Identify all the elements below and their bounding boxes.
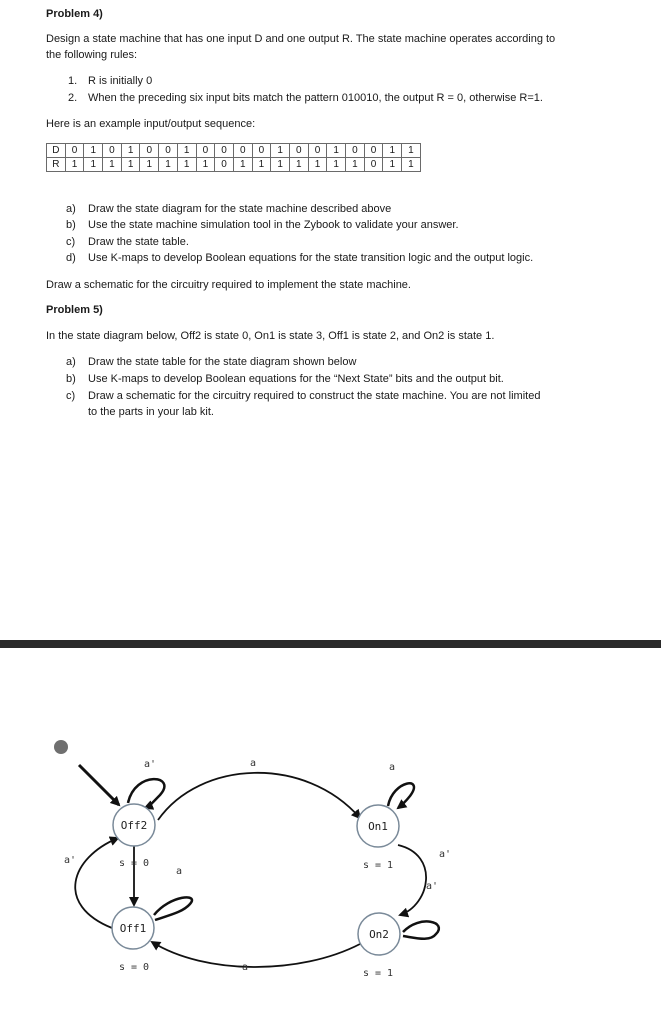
table-cell: 0 [215, 144, 234, 158]
table-cell: 0 [65, 144, 84, 158]
table-cell: 1 [233, 158, 252, 172]
task-text: Draw a schematic for the circuitry required to construct the state machine. You are not limited [88, 390, 541, 402]
table-cell: 1 [159, 158, 178, 172]
table-row-r [47, 158, 421, 172]
output-on2: s = 1 [362, 968, 394, 979]
label-on2-self: a' [425, 881, 439, 892]
task-letter: a) [66, 356, 76, 368]
table-cell: 1 [84, 144, 103, 158]
transition-on1-on2 [398, 845, 426, 915]
start-dot [54, 740, 68, 754]
table-cell: 1 [65, 158, 84, 172]
label-right-arc: a' [438, 849, 452, 860]
task-letter: c) [66, 390, 76, 402]
task-text: Draw the state diagram for the state machine described above [88, 203, 392, 215]
label-top-arc: a [249, 758, 257, 769]
off1-self-loop [154, 897, 192, 920]
table-cell: 1 [121, 158, 140, 172]
table-cell: 1 [308, 158, 327, 172]
table-cell: 0 [103, 144, 122, 158]
output-on1: s = 1 [362, 860, 394, 871]
table-cell: 0 [364, 158, 383, 172]
transition-off2-on1 [158, 773, 360, 820]
on1-self-loop [388, 783, 414, 808]
table-cell: 0 [252, 144, 271, 158]
task-letter: a) [66, 203, 76, 215]
io-sequence-table [46, 143, 421, 172]
table-cell: 1 [346, 158, 365, 172]
table-cell: 1 [84, 158, 103, 172]
task-text: Use K-maps to develop Boolean equations for the state transition logic and the output logic. [88, 252, 534, 264]
table-cell: 1 [402, 144, 421, 158]
table-cell: 0 [215, 158, 234, 172]
table-cell: 1 [383, 158, 402, 172]
table-cell: 1 [140, 158, 159, 172]
rule-number: 1. [68, 75, 78, 87]
table-cell: D [47, 144, 66, 158]
problem4-intro-line1: Design a state machine that has one input D and one output R. The state machine operates according to [46, 33, 556, 45]
table-cell: 1 [289, 158, 308, 172]
task-text: Draw the state table for the state diagram shown below [88, 356, 357, 368]
schematic-instruction: Draw a schematic for the circuitry required to implement the state machine. [46, 279, 411, 291]
output-off2: s = 0 [118, 858, 150, 869]
table-cell: 1 [271, 158, 290, 172]
state-on2-label: On2 [369, 928, 389, 941]
table-cell: 1 [271, 144, 290, 158]
table-cell: 0 [196, 144, 215, 158]
problem4-heading: Problem 4) [46, 8, 103, 20]
table-cell: 1 [177, 144, 196, 158]
table-row-d [47, 144, 421, 158]
section-divider [0, 640, 661, 648]
state-on1-label: On1 [368, 820, 388, 833]
rule-text: R is initially 0 [88, 75, 153, 87]
table-cell: 1 [327, 144, 346, 158]
table-cell: 1 [177, 158, 196, 172]
table-cell: 0 [159, 144, 178, 158]
problem5-intro: In the state diagram below, Off2 is state 0, On1 is state 3, Off1 is state 2, and On2 is state 1. [46, 330, 495, 342]
table-cell: 1 [327, 158, 346, 172]
table-cell: 1 [383, 144, 402, 158]
table-cell: 0 [289, 144, 308, 158]
task-text: Draw the state table. [88, 236, 189, 248]
label-left-arc: a' [63, 855, 77, 866]
on2-self-loop [403, 921, 439, 938]
label-off2-self: a' [143, 759, 157, 770]
table-cell: 0 [140, 144, 159, 158]
table-cell: 0 [364, 144, 383, 158]
label-on1-self: a [388, 762, 396, 773]
transition-off1-off2 [75, 838, 118, 928]
table-cell: 0 [308, 144, 327, 158]
task-text: Use the state machine simulation tool in the Zybook to validate your answer. [88, 219, 459, 231]
state-off1-label: Off1 [119, 922, 147, 935]
state-diagram [0, 648, 661, 1024]
table-cell: 0 [346, 144, 365, 158]
task-text-continued: to the parts in your lab kit. [88, 406, 214, 418]
table-cell: R [47, 158, 66, 172]
example-label: Here is an example input/output sequence: [46, 118, 256, 130]
task-letter: d) [66, 252, 76, 264]
rule-number: 2. [68, 92, 78, 104]
table-cell: 1 [103, 158, 122, 172]
rule-text: When the preceding six input bits match the pattern 010010, the output R = 0, otherwise R=1. [88, 92, 543, 104]
table-cell: 1 [121, 144, 140, 158]
task-letter: c) [66, 236, 76, 248]
label-off2-to-off1: a [175, 866, 183, 877]
task-text: Use K-maps to develop Boolean equations for the “Next State” bits and the output bit. [88, 373, 504, 385]
problem4-intro-line2: the following rules: [46, 49, 138, 61]
table-cell: 1 [402, 158, 421, 172]
transition-on2-off1 [152, 942, 360, 967]
task-letter: b) [66, 373, 76, 385]
table-cell: 1 [252, 158, 271, 172]
initial-arrow [79, 765, 119, 805]
label-bottom-arc: a [241, 962, 249, 973]
output-off1: s = 0 [118, 962, 150, 973]
table-cell: 1 [196, 158, 215, 172]
task-letter: b) [66, 219, 76, 231]
state-off2-label: Off2 [120, 819, 148, 832]
problem5-heading: Problem 5) [46, 304, 103, 316]
table-cell: 0 [233, 144, 252, 158]
